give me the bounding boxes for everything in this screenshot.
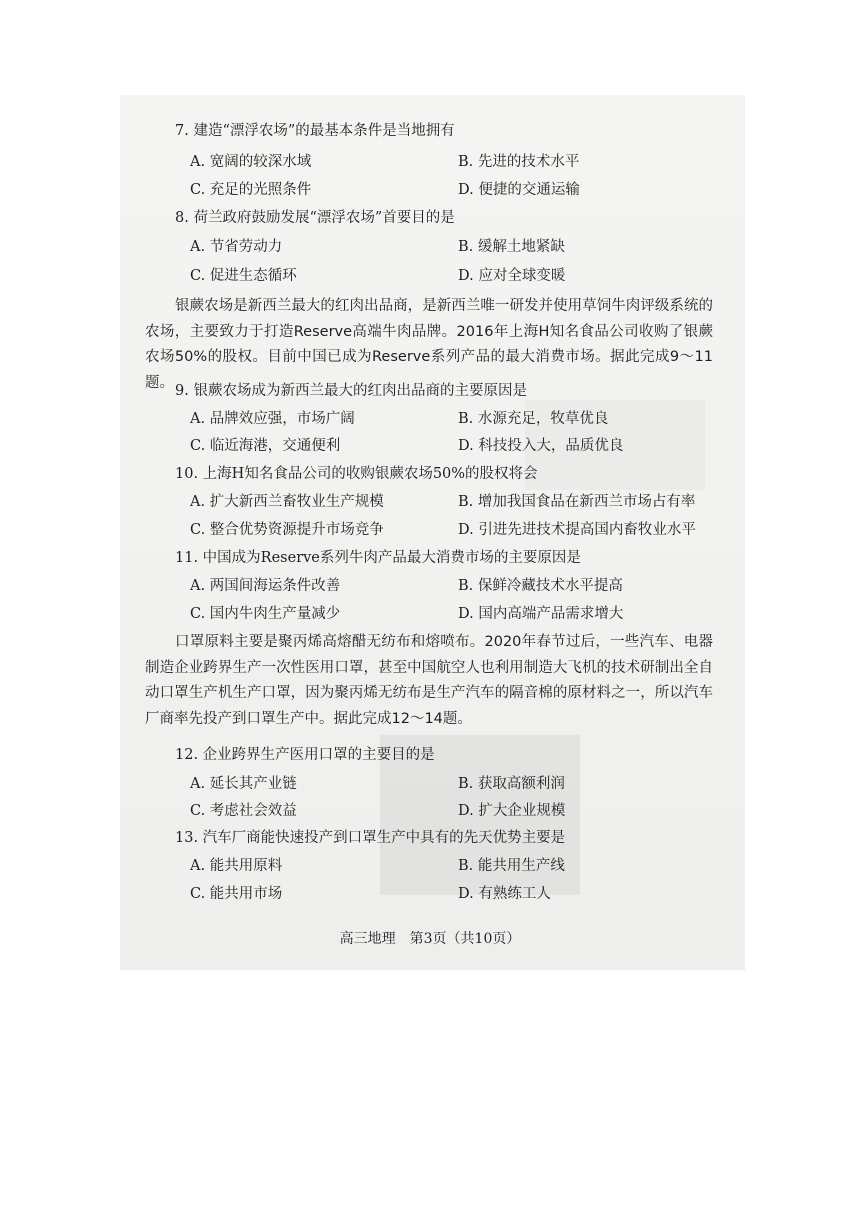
question-11-option-c: C. 国内牛肉生产量减少 [190,606,341,622]
question-11-option-d: D. 国内高端产品需求增大 [458,606,624,622]
question-9-option-d: D. 科技投入大，品质优良 [458,438,624,454]
question-12-option-d: D. 扩大企业规模 [458,803,566,819]
question-10-option-d: D. 引进先进技术提高国内畜牧业水平 [458,522,696,538]
question-7-option-c: C. 充足的光照条件 [190,182,312,198]
question-8-option-b: B. 缓解土地紧缺 [458,239,565,255]
question-13-option-b: B. 能共用生产线 [458,858,565,874]
page-footer: 高三地理 第3页（共10页） [339,931,521,947]
question-10-stem: 10. 上海H知名食品公司的收购银蕨农场50%的股权将会 [175,466,538,482]
passage-mask-production: 口罩原料主要是聚丙烯高熔醋无纺布和熔喷布。2020年春节过后，一些汽车、电器制造企业跨界生产一次性医用口罩，甚至中国航空人也利用制造大飞机的技术研制出全自动口罩生产机生产口罩，因为聚丙烯无纺布是生产汽车的隔音棉的原材料之一，所以汽车厂商率先投产到口罩生产中。据此完成12～14题。 [145,634,713,727]
question-13-stem: 13. 汽车厂商能快速投产到口罩生产中具有的先天优势主要是 [175,830,566,846]
question-12-option-b: B. 获取高额利润 [458,776,565,792]
question-13-option-d: D. 有熟练工人 [458,886,551,902]
question-11-stem: 11. 中国成为Reserve系列牛肉产品最大消费市场的主要原因是 [175,550,581,566]
question-12-option-c: C. 考虑社会效益 [190,803,297,819]
question-7-option-b: B. 先进的技术水平 [458,154,580,170]
question-11-option-a: A. 两国间海运条件改善 [190,578,341,594]
question-10-option-a: A. 扩大新西兰畜牧业生产规模 [190,494,384,510]
question-7-option-d: D. 便捷的交通运输 [458,182,580,198]
question-9-option-b: B. 水源充足，牧草优良 [458,411,609,427]
question-9-option-c: C. 临近海港，交通便利 [190,438,341,454]
question-8-option-d: D. 应对全球变暖 [458,268,566,284]
question-12-option-a: A. 延长其产业链 [190,776,297,792]
question-9-stem: 9. 银蕨农场成为新西兰最大的红肉出品商的主要原因是 [175,383,527,399]
question-7-option-a: A. 宽阔的较深水域 [190,154,312,170]
question-13-option-c: C. 能共用市场 [190,886,283,902]
question-10-option-c: C. 整合优势资源提升市场竞争 [190,522,384,538]
question-8-option-c: C. 促进生态循环 [190,268,297,284]
question-11-option-b: B. 保鲜冷藏技术水平提高 [458,578,623,594]
question-13-option-a: A. 能共用原料 [190,858,283,874]
question-8-stem: 8. 荷兰政府鼓励发展“漂浮农场”首要目的是 [175,210,455,226]
question-10-option-b: B. 增加我国食品在新西兰市场占有率 [458,494,696,510]
question-12-stem: 12. 企业跨界生产医用口罩的主要目的是 [175,747,435,763]
question-9-option-a: A. 品牌效应强，市场广阔 [190,411,355,427]
passage-silver-fern-farms: 银蕨农场是新西兰最大的红肉出品商，是新西兰唯一研发并使用草饲牛肉评级系统的农场，主要致力于打造Reserve高端牛肉品牌。2016年上海H知名食品公司收购了银蕨农场50%的股权。目前中国已成为Reserve系列产品的最大消费市场。据此完成9～11题。 [145,298,713,391]
question-7-stem: 7. 建造“漂浮农场”的最基本条件是当地拥有 [175,123,455,139]
question-8-option-a: A. 节省劳动力 [190,239,283,255]
